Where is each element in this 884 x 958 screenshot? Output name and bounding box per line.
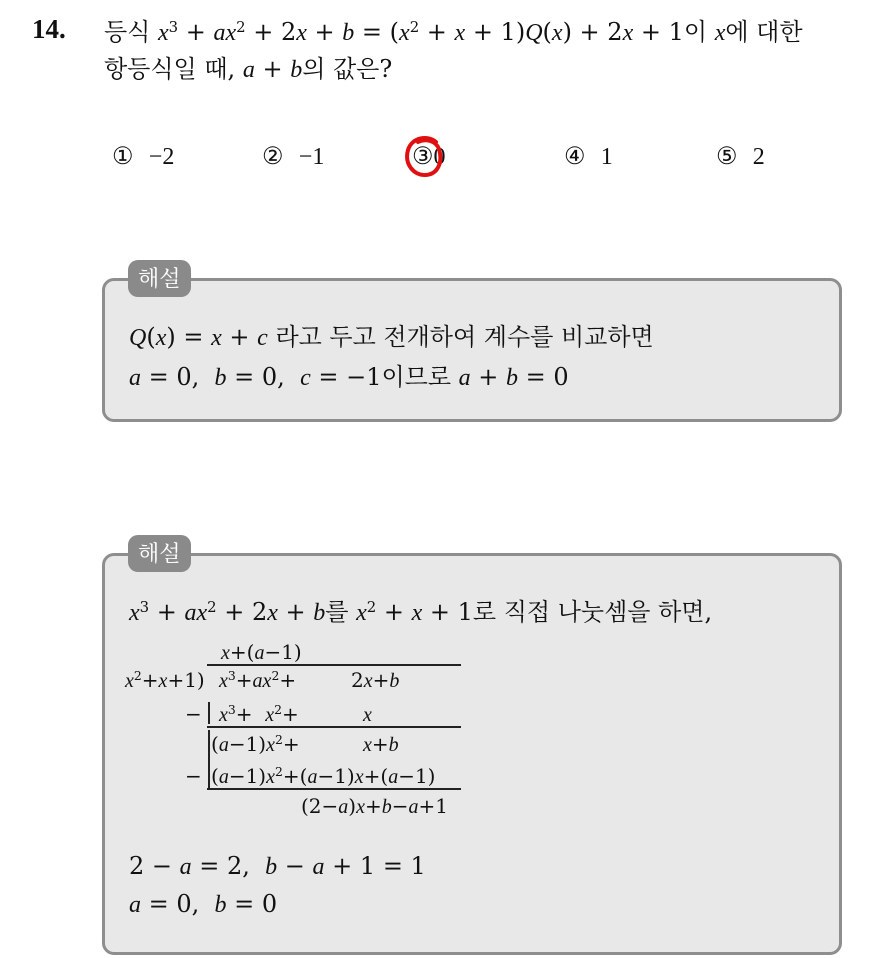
explanation-2-line-3: a = 0, b = 0: [129, 890, 278, 918]
choice-1[interactable]: ① −2: [112, 142, 175, 170]
explanation-2-line-2: 2 − a = 2, b − a + 1 = 1: [129, 852, 426, 880]
choice-5[interactable]: ⑤ 2: [716, 142, 765, 170]
explanation-box-1: [102, 278, 842, 422]
explanation-2-line-1: $x^3 + ax^2 + 2x + b$를 $x^2 + x + 1$로 직접 나눗셈을 하면,: [129, 597, 713, 626]
explanation-1-line-1: Q(x) = x + c 라고 두고 전개하여 계수를 비교하면: [129, 323, 654, 351]
explanation-tag-1: 해설: [128, 260, 191, 297]
answer-circle-mark-icon: [404, 134, 444, 178]
explanation-1-line-2: a = 0, b = 0, c = −1이므로 a + b = 0: [129, 363, 569, 391]
explanation-tag-2: 해설: [128, 535, 191, 572]
question-number: 14.: [32, 14, 66, 44]
explanation-box-2: $x^3 + ax^2 + 2x + b$를 $x^2 + x + 1$로 직접 나눗셈을 하면, x+(a−1) $x^2+x+1$) $x^3+ax^2+$ 2x+b − $x^3+ x^2+$ x $(a-1)x^2+$ x+b − $(a-1)x^2+(a-1)x+(a-1)$ (2−a)x+b−a+1 2 − a = 2, b − a + 1 = 1 a = 0, b = 0: [102, 553, 842, 955]
choice-4[interactable]: ④ 1: [564, 142, 613, 170]
choice-2[interactable]: ② −1: [262, 142, 325, 170]
choice-3[interactable]: ③0: [412, 142, 446, 170]
question-text: 등식 $x^3 + ax^2 + 2x + b = (x^2 + x + 1)Q(x) + 2x + 1$이 x에 대한 항등식일 때, a + b의 값은?: [104, 17, 803, 83]
